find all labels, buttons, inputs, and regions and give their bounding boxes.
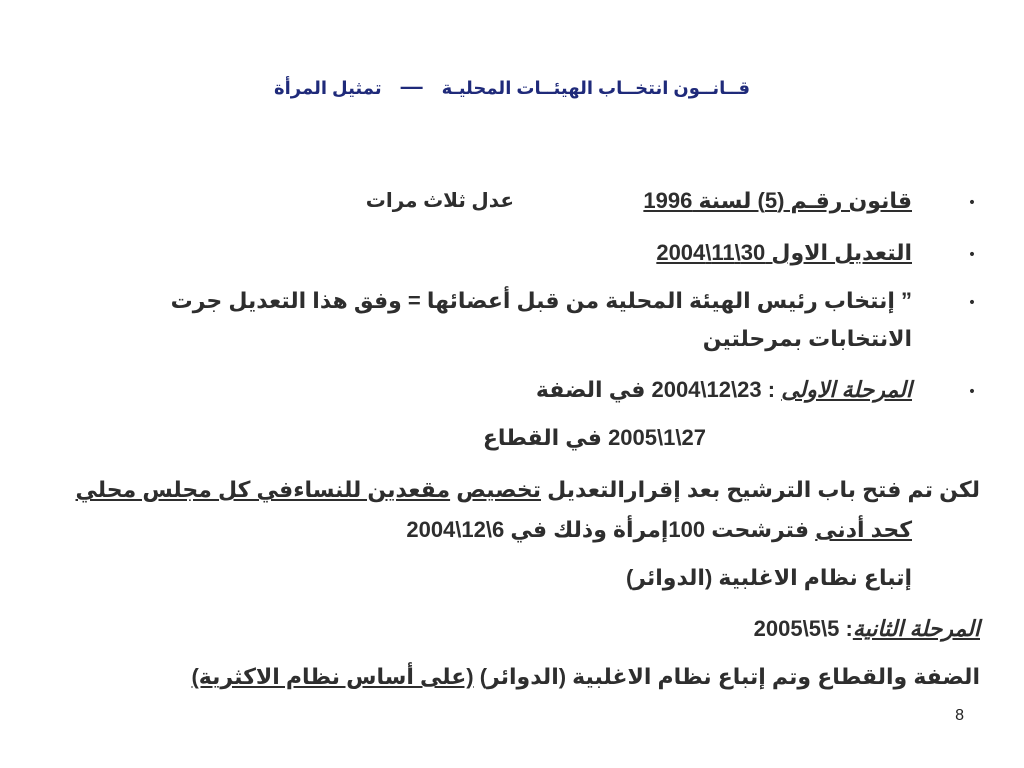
bullet-3: • — [967, 295, 977, 311]
final-bracket: (على أساس نظام الاكثرية) — [191, 664, 474, 689]
final-line — [191, 662, 980, 692]
title-main: قــانــون انتخــاب الهيئــات المحليـة — [441, 78, 750, 98]
bullet-2: • — [967, 247, 977, 263]
election-line-2: الانتخابات بمرحلتين — [702, 326, 912, 351]
title-sub: تمثيل المرأة — [274, 78, 382, 98]
phase2-label: المرحلة الثانية — [852, 616, 980, 641]
bullet-4: • — [967, 384, 977, 400]
majority-system: إتباع نظام الاغلبية (الدوائر) — [625, 565, 912, 590]
title-dash: — — [400, 74, 423, 99]
phase1-line — [536, 375, 912, 405]
bullet-1: • — [967, 195, 977, 211]
election-line-1: ” إنتخاب رئيس الهيئة المحلية من قبل أعضائها = وفق هذا التعديل جرت — [170, 288, 912, 313]
phase1-label: المرحلة الاولى — [781, 377, 912, 402]
law-note: عدل ثلاث مرات — [365, 190, 514, 212]
quota-rest: فترشحت 100إمرأة وذلك في 6\12\2004 — [406, 517, 816, 542]
phase1-text: : 23\12\2004 في الضفة — [535, 377, 782, 402]
slide-title — [0, 74, 1024, 104]
page-number: 8 — [955, 707, 964, 724]
quota-lead: لكن تم فتح باب الترشيح بعد إقرارالتعديل — [541, 477, 980, 502]
quota-line-2 — [406, 515, 912, 545]
phase1-gaza: 27\1\2005 في القطاع — [482, 425, 706, 450]
phase2-text: : 5\5\2005 — [753, 616, 853, 641]
quota-word: تخصيص — [456, 477, 541, 502]
first-amendment: التعديل الاول 30\11\2004 — [656, 240, 912, 265]
law-title: قانون رقـم (5) لسنة 1996 — [643, 188, 912, 213]
quota-min: كحد أدنى — [815, 517, 912, 542]
quota-seats: مقعدين للنساءفي كل مجلس محلي — [75, 477, 451, 502]
quota-line-1 — [76, 475, 981, 505]
phase2-line — [754, 614, 980, 644]
final-lead: الضفة والقطاع وتم إتباع نظام الاغلبية (الدوائر) — [479, 664, 980, 689]
